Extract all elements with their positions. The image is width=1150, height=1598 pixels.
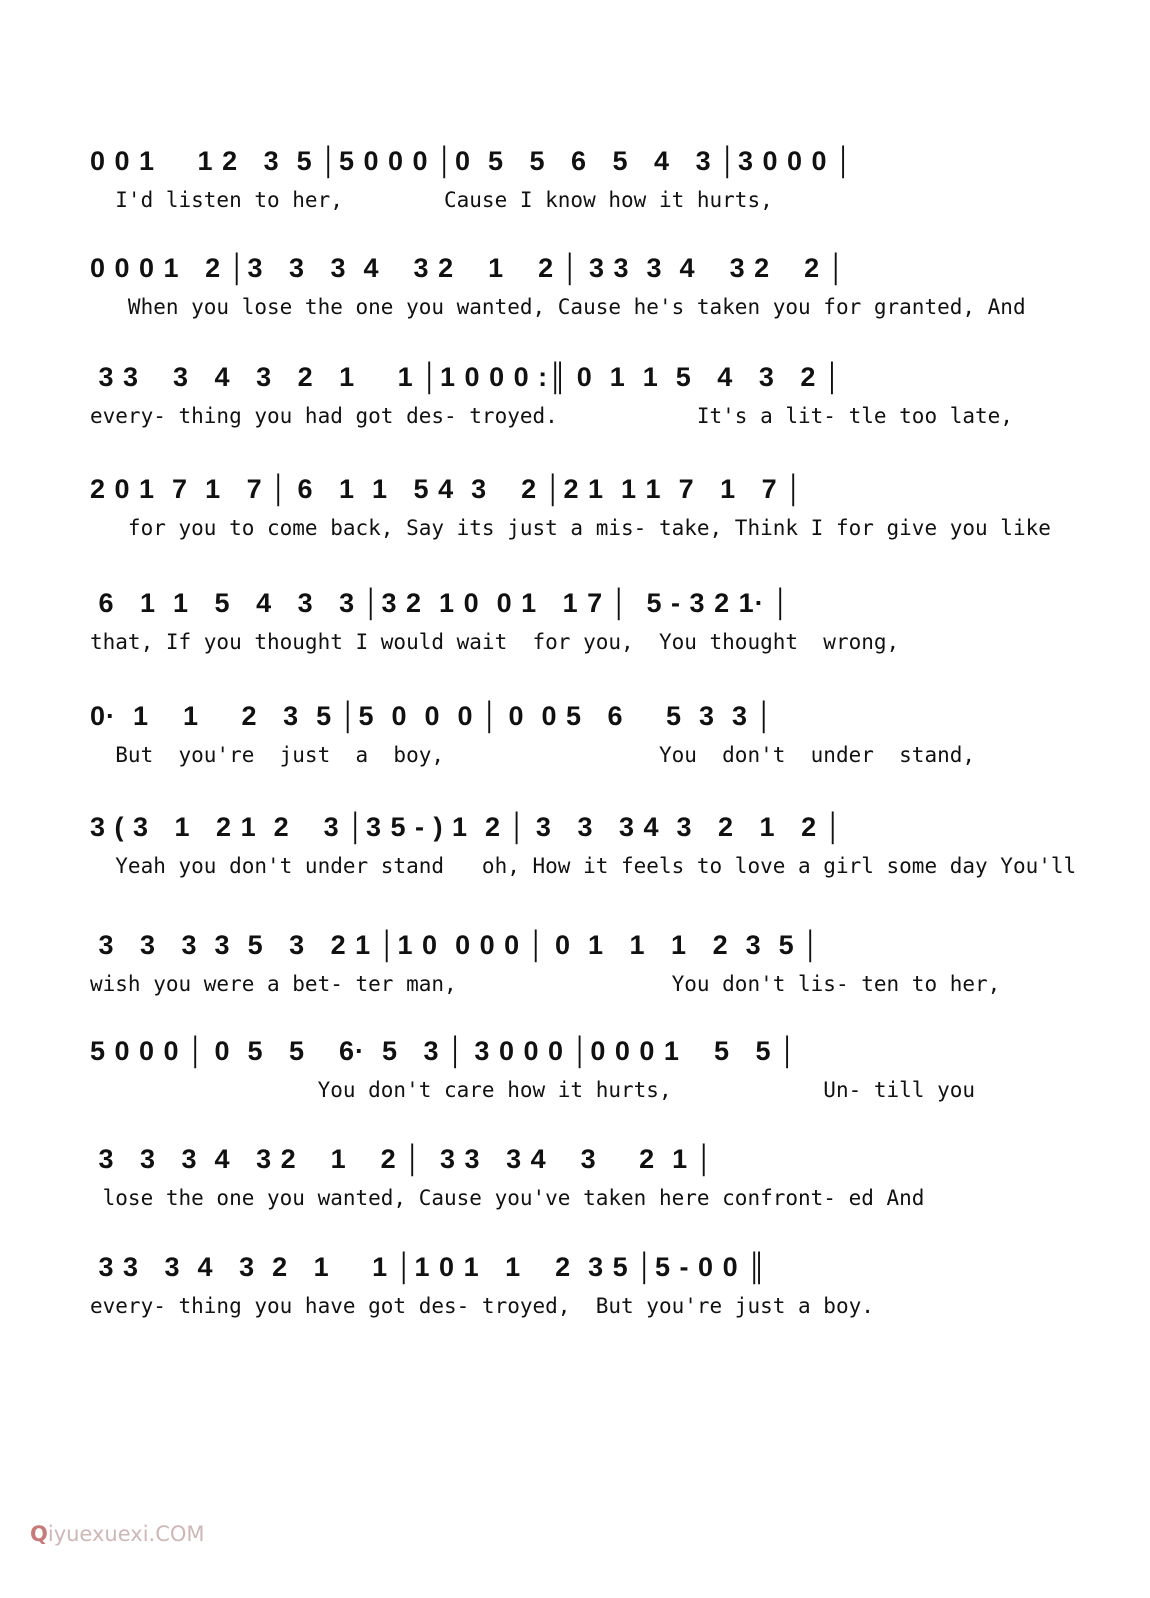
lyrics-line: that, If you thought I would wait for you, You thought wrong, xyxy=(90,630,900,654)
notation-line: 0 0 0 1 2 │3 3 3 4 3 2 1 2 │ 3 3 3 4 3 2 2 │ xyxy=(90,253,847,283)
score-system-10 xyxy=(90,1136,1050,1232)
score-system-1 xyxy=(90,138,1050,234)
lyrics-line: But you're just a boy, You don't under stand, xyxy=(90,743,976,767)
notation-line: 3 3 3 4 3 2 1 1 │1 0 0 0 :║ 0 1 1 5 4 3 2 │ xyxy=(90,362,843,392)
notation-line: 3 3 3 4 3 2 1 1 │1 0 1 1 2 3 5 │5 - 0 0 ║ xyxy=(90,1252,768,1282)
lyrics-line: for you to come back, Say its just a mis- take, Think I for give you like xyxy=(90,516,1051,540)
score-system-2 xyxy=(90,245,1050,341)
score-system-4 xyxy=(90,466,1050,562)
notation-line: 3 ( 3 1 2 1 2 3 │3 5 - ) 1 2 │ 3 3 3 4 3 2 1 2 │ xyxy=(90,812,844,842)
notation-line: 0· 1 1 2 3 5 │5 0 0 0 │ 0 0 5 6 5 3 3 │ xyxy=(90,701,775,731)
score-system-6 xyxy=(90,693,1050,789)
site-watermark xyxy=(30,1522,205,1546)
lyrics-line: every- thing you had got des- troyed. It's a lit- tle too late, xyxy=(90,404,1013,428)
score-system-11 xyxy=(90,1244,1050,1340)
lyrics-line: wish you were a bet- ter man, You don't lis- ten to her, xyxy=(90,972,1001,996)
notation-line: 3 3 3 3 5 3 2 1 │1 0 0 0 0 │ 0 1 1 1 2 3 5 │ xyxy=(90,930,822,960)
score-system-9 xyxy=(90,1028,1050,1124)
score-system-3 xyxy=(90,354,1050,450)
lyrics-line: every- thing you have got des- troyed, But you're just a boy. xyxy=(90,1294,874,1318)
score-system-8 xyxy=(90,922,1050,1018)
lyrics-line: I'd listen to her, Cause I know how it hurts, xyxy=(90,188,773,212)
score-system-7 xyxy=(90,804,1077,900)
notation-line: 5 0 0 0 │ 0 5 5 6· 5 3 │ 3 0 0 0 │0 0 0 1 5 5 │ xyxy=(90,1036,798,1066)
lyrics-line: When you lose the one you wanted, Cause he's taken you for granted, And xyxy=(90,295,1026,319)
score-system-5 xyxy=(90,580,1050,676)
lyrics-line: You don't care how it hurts, Un- till you xyxy=(90,1078,976,1102)
watermark-prefix: Q xyxy=(30,1522,48,1546)
watermark-text: iyuexuexi.COM xyxy=(47,1522,205,1546)
lyrics-line: lose the one you wanted, Cause you've taken here confront- ed And xyxy=(90,1186,925,1210)
lyrics-line: Yeah you don't under stand oh, How it feels to love a girl some day You'll xyxy=(90,854,1077,878)
notation-line: 3 3 3 4 3 2 1 2 │ 3 3 3 4 3 2 1 │ xyxy=(90,1144,715,1174)
notation-line: 6 1 1 5 4 3 3 │3 2 1 0 0 1 1 7 │ 5 - 3 2 1· │ xyxy=(90,588,791,618)
notation-line: 0 0 1 1 2 3 5 │5 0 0 0 │0 5 5 6 5 4 3 │3 0 0 0 │ xyxy=(90,146,854,176)
notation-line: 2 0 1 7 1 7 │ 6 1 1 5 4 3 2 │2 1 1 1 7 1 7 │ xyxy=(90,474,805,504)
